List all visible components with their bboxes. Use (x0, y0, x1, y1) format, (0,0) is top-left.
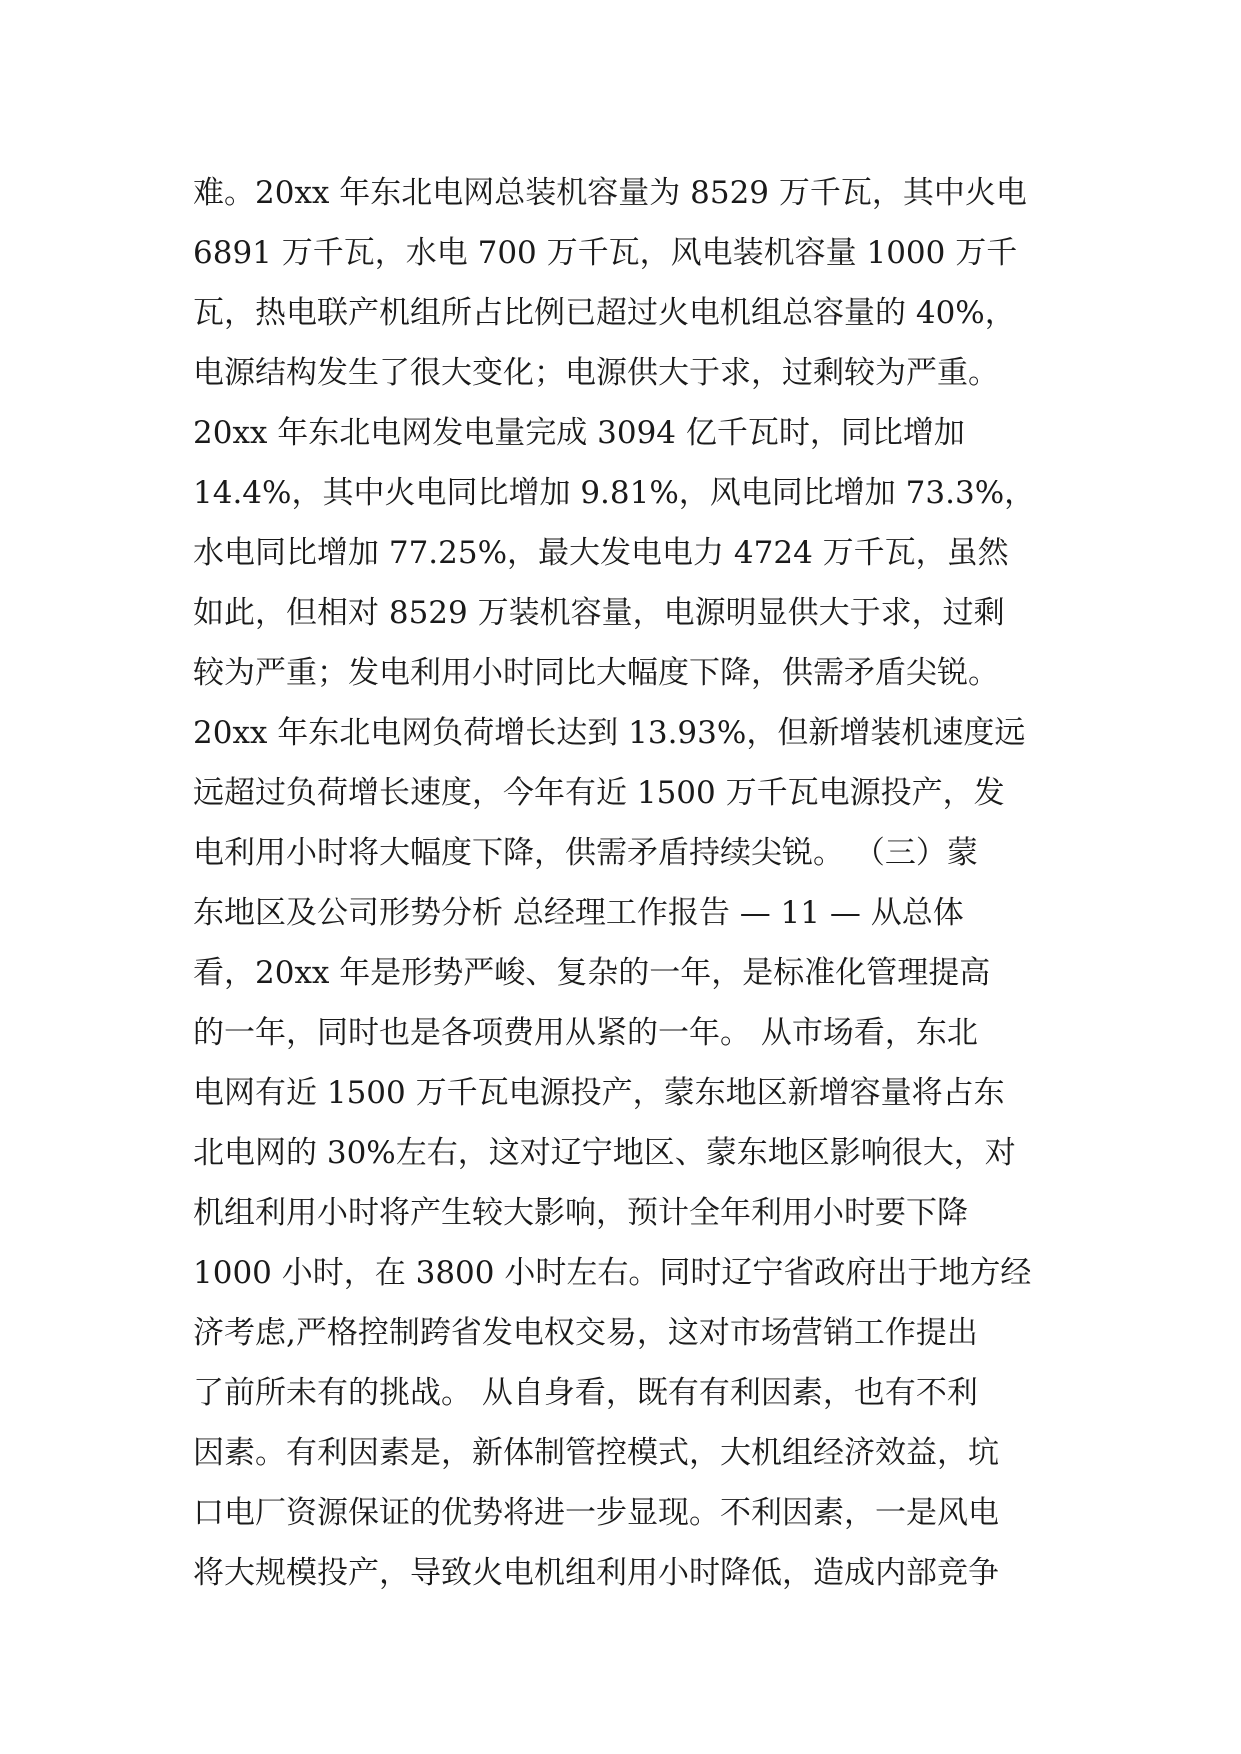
text-line: 机组利用小时将产生较大影响，预计全年利用小时要下降 (193, 1195, 968, 1231)
text-line: 远超过负荷增长速度，今年有近 1500 万千瓦电源投产，发 (193, 775, 1005, 811)
text-line: 看，20xx 年是形势严峻、复杂的一年，是标准化管理提高 (193, 955, 991, 991)
text-line: 难。20xx 年东北电网总装机容量为 8529 万千瓦，其中火电 (193, 175, 1027, 211)
text-line: 的一年，同时也是各项费用从紧的一年。 从市场看，东北 (193, 1015, 978, 1051)
text-line: 因素。有利因素是，新体制管控模式，大机组经济效益，坑 (193, 1435, 999, 1471)
text-line: 口电厂资源保证的优势将进一步显现。不利因素，一是风电 (193, 1495, 999, 1531)
text-line: 电网有近 1500 万千瓦电源投产，蒙东地区新增容量将占东 (193, 1075, 1005, 1111)
text-line: 6891 万千瓦，水电 700 万千瓦，风电装机容量 1000 万千 (193, 235, 1018, 271)
text-line: 电利用小时将大幅度下降，供需矛盾持续尖锐。 （三）蒙 (193, 835, 978, 871)
text-line: 将大规模投产，导致火电机组利用小时降低，造成内部竞争 (193, 1555, 999, 1591)
text-line: 济考虑,严格控制跨省发电权交易，这对市场营销工作提出 (193, 1315, 978, 1351)
text-line: 东地区及公司形势分析 总经理工作报告 — 11 — 从总体 (193, 895, 964, 931)
text-line: 电源结构发生了很大变化；电源供大于求，过剩较为严重。 (193, 355, 999, 391)
text-line: 14.4%，其中火电同比增加 9.81%，风电同比增加 73.3%， (193, 475, 1036, 511)
text-line: 北电网的 30%左右，这对辽宁地区、蒙东地区影响很大，对 (193, 1135, 1016, 1171)
text-line: 瓦，热电联产机组所占比例已超过火电机组总容量的 40%， (193, 295, 1016, 331)
text-line: 了前所未有的挑战。 从自身看，既有有利因素，也有不利 (193, 1375, 978, 1411)
text-line: 20xx 年东北电网发电量完成 3094 亿千瓦时，同比增加 (193, 415, 965, 451)
body-text (193, 163, 1073, 1603)
text-line: 较为严重；发电利用小时同比大幅度下降，供需矛盾尖锐。 (193, 655, 999, 691)
text-line: 如此，但相对 8529 万装机容量，电源明显供大于求，过剩 (193, 595, 1005, 631)
text-line: 1000 小时，在 3800 小时左右。同时辽宁省政府出于地方经 (193, 1255, 1032, 1291)
text-line: 水电同比增加 77.25%，最大发电电力 4724 万千瓦，虽然 (193, 535, 1009, 571)
text-line: 20xx 年东北电网负荷增长达到 13.93%，但新增装机速度远 (193, 715, 1026, 751)
